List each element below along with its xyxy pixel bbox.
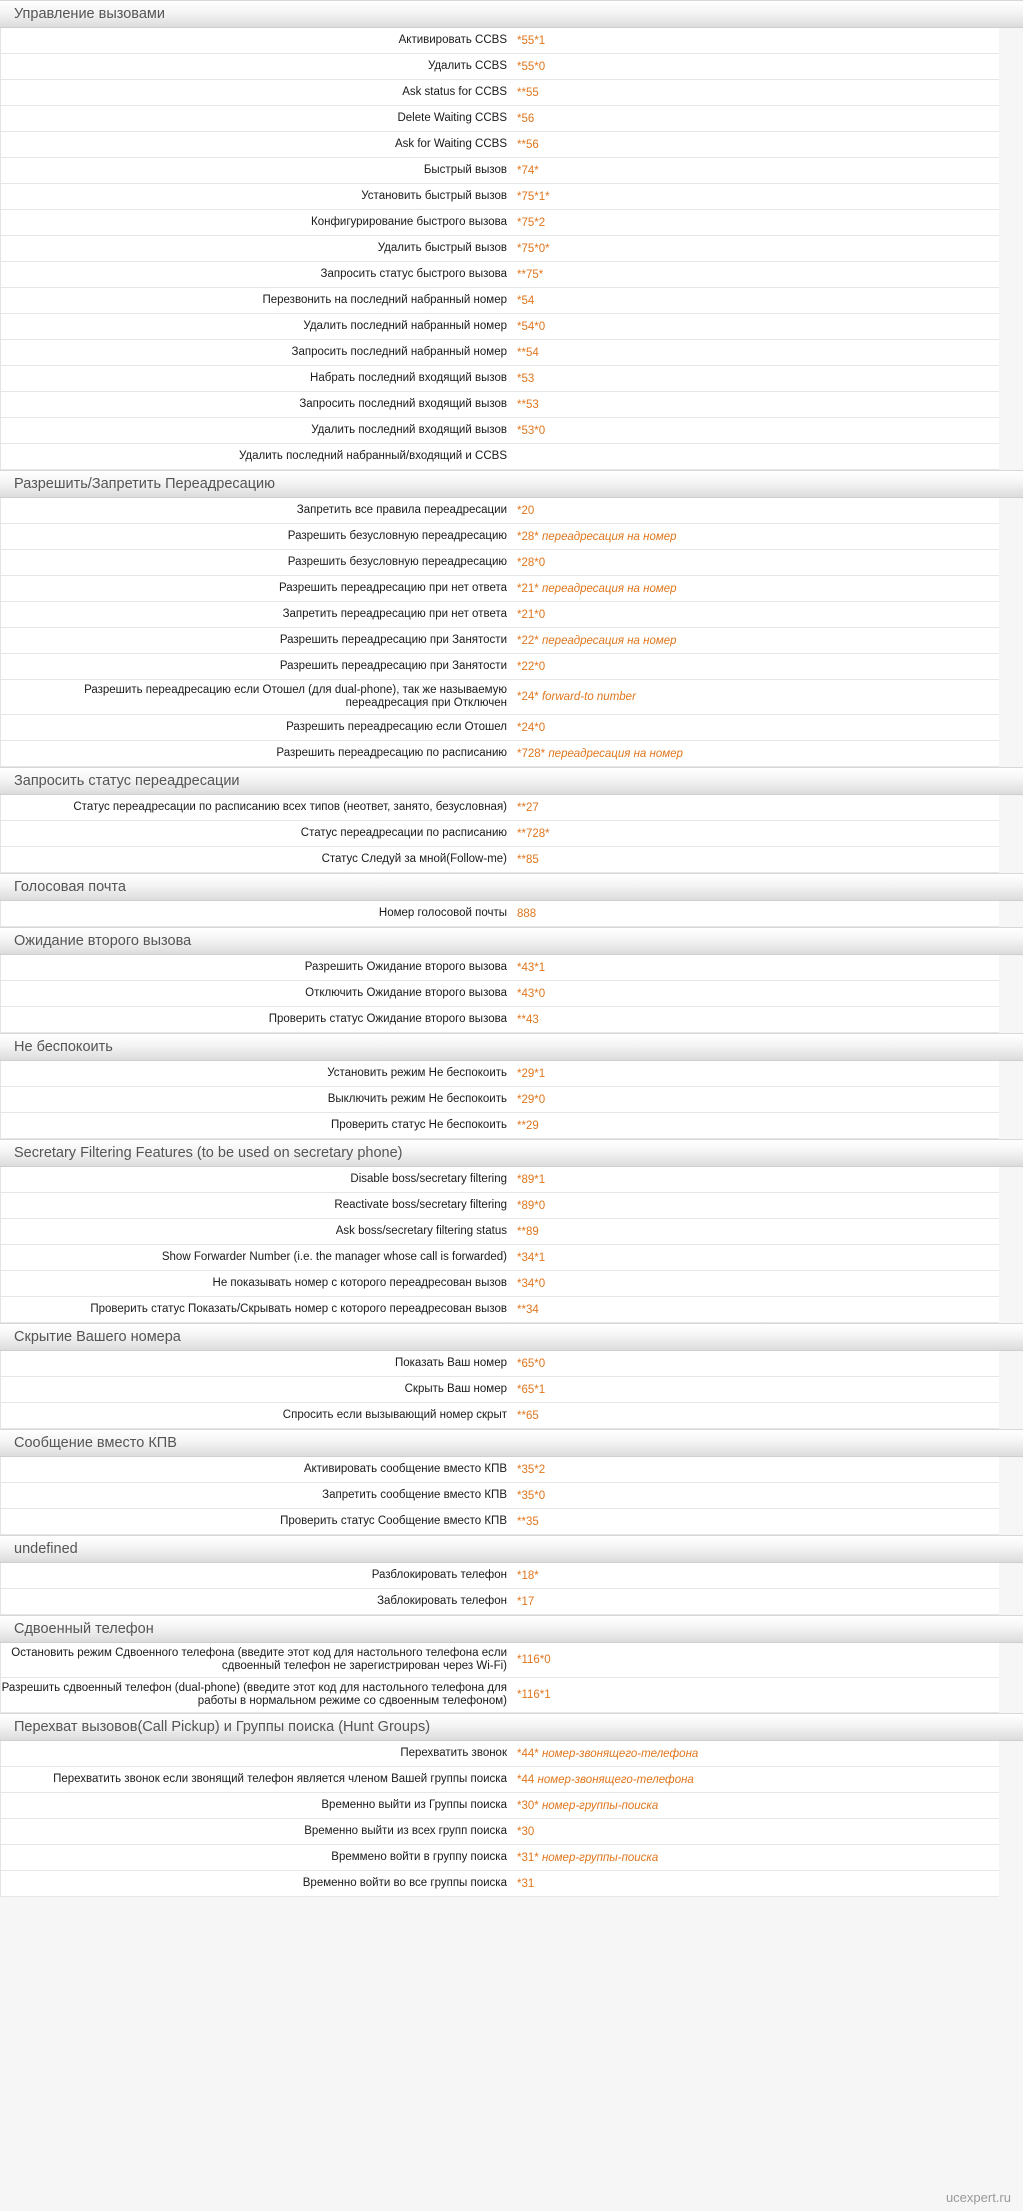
- feature-code: [513, 191, 999, 203]
- section-rows: [0, 1563, 999, 1615]
- code-row: [1, 184, 999, 210]
- feature-code: [513, 61, 999, 73]
- code-row: [1, 1767, 999, 1793]
- code-value: *28*0: [517, 556, 546, 569]
- section-rows: [0, 1167, 999, 1323]
- feature-code: [513, 1226, 999, 1238]
- code-row: [1, 262, 999, 288]
- code-parameter: forward-to number: [541, 691, 636, 703]
- feature-label: Удалить CCBS: [427, 60, 507, 72]
- code-row: [1, 1871, 999, 1897]
- code-parameter: переадресация на номер: [541, 582, 677, 595]
- feature-code: [513, 691, 999, 703]
- code-row: [1, 28, 999, 54]
- section-header: Ожидание второго вызова: [0, 927, 1023, 955]
- section-header: Запросить статус переадресации: [0, 767, 1023, 795]
- code-row: [1, 524, 999, 550]
- feature-label: Проверить статус Сообщение вместо КПВ: [280, 1515, 507, 1527]
- code-value: *54*0: [517, 320, 546, 333]
- section-header: Голосовая почта: [0, 873, 1023, 901]
- code-value: *31: [517, 1877, 535, 1890]
- feature-code: [513, 321, 999, 333]
- code-value: *75*0*: [517, 242, 550, 255]
- feature-label: Временно выйти из всех групп поиска: [304, 1825, 507, 1837]
- feature-code: [513, 908, 999, 920]
- feature-label: Времмено войти в группу поиска: [331, 1851, 507, 1863]
- code-row: [1, 821, 999, 847]
- code-value: *44*: [517, 1747, 539, 1760]
- section-rows: [0, 1741, 999, 1897]
- feature-label: Номер голосовой почты: [378, 907, 507, 919]
- code-value: *43*0: [517, 987, 546, 1000]
- code-value: *28*: [517, 530, 539, 543]
- feature-code: [513, 35, 999, 47]
- code-row: [1, 654, 999, 680]
- feature-code: [513, 295, 999, 307]
- code-row: [1, 901, 999, 927]
- feature-code: [513, 988, 999, 1000]
- feature-code: [513, 1570, 999, 1582]
- code-row: [1, 1351, 999, 1377]
- code-row: [1, 366, 999, 392]
- code-value: *21*: [517, 582, 539, 595]
- code-row: [1, 795, 999, 821]
- code-row: [1, 132, 999, 158]
- feature-label: Выключить режим Не беспокоить: [327, 1093, 507, 1105]
- feature-label: Показать Ваш номер: [394, 1357, 507, 1369]
- code-row: [1, 210, 999, 236]
- code-row: [1, 741, 999, 767]
- feature-label: Удалить последний набранный номер: [303, 320, 507, 332]
- feature-code: [513, 399, 999, 411]
- code-value: *89*1: [517, 1173, 546, 1186]
- code-row: [1, 1219, 999, 1245]
- code-parameter: номер-группы-поиска: [541, 1799, 659, 1812]
- code-row: [1, 1007, 999, 1033]
- code-row: [1, 1678, 999, 1713]
- code-row: [1, 314, 999, 340]
- feature-label: Проверить статус Не беспокоить: [330, 1119, 507, 1131]
- code-value: **53: [517, 398, 539, 411]
- code-value: **55: [517, 86, 539, 99]
- code-value: *116*1: [517, 1689, 551, 1701]
- section-rows: [0, 1351, 999, 1429]
- section-rows: [0, 1457, 999, 1535]
- section-rows: [0, 955, 999, 1033]
- feature-label: Разрешить переадресацию при Занятости: [279, 660, 507, 672]
- feature-label: Конфигурирование быстрого вызова: [311, 216, 507, 228]
- code-row: [1, 1403, 999, 1429]
- feature-label: Разрешить переадресацию при нет ответа: [278, 582, 507, 594]
- feature-code: [513, 1800, 999, 1812]
- code-value: **54: [517, 346, 539, 359]
- feature-label: Активировать сообщение вместо КПВ: [303, 1463, 507, 1475]
- feature-label: Перехватить звонок если звонящий телефон является членом Вашей группы поиска: [53, 1773, 507, 1785]
- code-value: **56: [517, 138, 539, 151]
- code-value: *29*0: [517, 1093, 546, 1106]
- feature-code: [513, 854, 999, 866]
- feature-label: Разрешить переадресацию если Отошел: [286, 721, 507, 733]
- code-value: *55*0: [517, 60, 546, 73]
- code-row: [1, 1245, 999, 1271]
- code-row: [1, 54, 999, 80]
- feature-code: [513, 425, 999, 437]
- feature-label: Запросить последний входящий вызов: [299, 398, 507, 410]
- feature-label: Разрешить Ожидание второго вызова: [304, 961, 507, 973]
- feature-code: [513, 347, 999, 359]
- code-value: **65: [517, 1409, 539, 1422]
- feature-label: Быстрый вызов: [423, 164, 507, 176]
- code-value: **728*: [517, 827, 550, 840]
- feature-label: Установить быстрый вызов: [361, 190, 507, 202]
- code-parameter: номер-группы-поиска: [541, 1851, 659, 1864]
- code-row: [1, 1793, 999, 1819]
- feature-label: Проверить статус Показать/Скрывать номер с которого переадресован вызов: [90, 1303, 507, 1315]
- feature-code: [513, 269, 999, 281]
- section-header: Secretary Filtering Features (to be used on secretary phone): [0, 1139, 1023, 1167]
- code-value: *17: [517, 1595, 535, 1608]
- feature-label: Отключить Ожидание второго вызова: [305, 987, 507, 999]
- code-row: [1, 1589, 999, 1615]
- feature-code: [513, 1689, 999, 1701]
- code-row: [1, 158, 999, 184]
- feature-label: Не показывать номер с которого переадресован вызов: [212, 1277, 507, 1289]
- code-parameter: переадресация на номер: [548, 747, 683, 760]
- code-row: [1, 680, 999, 715]
- code-row: [1, 1271, 999, 1297]
- section-header: Скрытие Вашего номера: [0, 1323, 1023, 1351]
- code-row: [1, 1377, 999, 1403]
- feature-label: Разрешить переадресацию если Отошел (для dual-phone), так же называемую переадресация при Отключен: [84, 684, 507, 709]
- code-value: *54: [517, 294, 535, 307]
- feature-code: [513, 1014, 999, 1026]
- code-value: *35*0: [517, 1489, 546, 1502]
- feature-code: [513, 1464, 999, 1476]
- code-row: [1, 80, 999, 106]
- feature-code: [513, 1278, 999, 1290]
- feature-code: [513, 748, 999, 760]
- code-row: [1, 498, 999, 524]
- section-header: Сдвоенный телефон: [0, 1615, 1023, 1643]
- feature-label: Набрать последний входящий вызов: [310, 372, 507, 384]
- code-value: *21*0: [517, 608, 546, 621]
- feature-code: [513, 661, 999, 673]
- feature-label: Запретить все правила переадресации: [296, 504, 507, 516]
- feature-code: [513, 1516, 999, 1528]
- feature-label: Временно выйти из Группы поиска: [321, 1799, 507, 1811]
- code-value: *35*2: [517, 1463, 546, 1476]
- code-value: *89*0: [517, 1199, 546, 1212]
- code-value: **89: [517, 1225, 539, 1238]
- code-value: *24*0: [517, 721, 546, 734]
- code-row: [1, 418, 999, 444]
- code-value: *75*1*: [517, 190, 550, 203]
- code-row: [1, 1061, 999, 1087]
- feature-label: Проверить статус Ожидание второго вызова: [268, 1013, 507, 1025]
- feature-code: [513, 1410, 999, 1422]
- code-row: [1, 981, 999, 1007]
- code-row: [1, 1113, 999, 1139]
- code-value: *65*1: [517, 1383, 546, 1396]
- code-value: *65*0: [517, 1357, 546, 1370]
- feature-label: Запросить последний набранный номер: [291, 346, 507, 358]
- feature-code: [513, 1774, 999, 1786]
- code-value: *55*1: [517, 34, 546, 47]
- section-header: Не беспокоить: [0, 1033, 1023, 1061]
- code-row: [1, 847, 999, 873]
- feature-label: Перезвонить на последний набранный номер: [262, 294, 507, 306]
- feature-code: [513, 217, 999, 229]
- feature-code: [513, 505, 999, 517]
- code-row: [1, 392, 999, 418]
- code-value: **43: [517, 1013, 539, 1026]
- section-header: Сообщение вместо КПВ: [0, 1429, 1023, 1457]
- feature-code: [513, 962, 999, 974]
- feature-label: Запретить переадресацию при нет ответа: [282, 608, 507, 620]
- code-row: [1, 576, 999, 602]
- feature-code: [513, 1826, 999, 1838]
- code-row: [1, 106, 999, 132]
- feature-label: Спросить если вызывающий номер скрыт: [282, 1409, 507, 1421]
- code-value: *53: [517, 372, 535, 385]
- feature-label: Скрыть Ваш номер: [404, 1383, 507, 1395]
- code-row: [1, 550, 999, 576]
- code-value: *29*1: [517, 1067, 546, 1080]
- code-row: [1, 1167, 999, 1193]
- section-rows: [0, 795, 999, 873]
- code-value: **35: [517, 1515, 539, 1528]
- feature-label: Разрешить переадресацию при Занятости: [279, 634, 507, 646]
- code-row: [1, 1819, 999, 1845]
- site-footer[interactable]: ucexpert.ru: [945, 2190, 1011, 2205]
- feature-code: [513, 1596, 999, 1608]
- code-value: *44: [517, 1773, 535, 1786]
- feature-code: [513, 557, 999, 569]
- code-row: [1, 602, 999, 628]
- code-value: *20: [517, 504, 535, 517]
- code-row: [1, 236, 999, 262]
- code-parameter: переадресация на номер: [541, 530, 677, 543]
- code-value: *43*1: [517, 961, 546, 974]
- code-row: [1, 1845, 999, 1871]
- code-row: [1, 628, 999, 654]
- feature-label: Заблокировать телефон: [377, 1595, 507, 1607]
- code-row: [1, 1509, 999, 1535]
- code-row: [1, 444, 999, 470]
- code-row: [1, 1193, 999, 1219]
- feature-label: Перехватить звонок: [400, 1747, 507, 1759]
- code-value: *56: [517, 112, 535, 125]
- code-row: [1, 955, 999, 981]
- feature-label: Запросить статус быстрого вызова: [320, 268, 507, 280]
- code-row: [1, 340, 999, 366]
- feature-code: [513, 1068, 999, 1080]
- code-value: *34*0: [517, 1277, 546, 1290]
- feature-code: [513, 243, 999, 255]
- code-value: *18*: [517, 1569, 539, 1582]
- feature-label: Разблокировать телефон: [371, 1569, 507, 1581]
- feature-code: [513, 1174, 999, 1186]
- code-row: [1, 1741, 999, 1767]
- feature-label: Delete Waiting CCBS: [397, 112, 507, 124]
- feature-code: [513, 609, 999, 621]
- code-row: [1, 1483, 999, 1509]
- feature-code: [513, 1490, 999, 1502]
- feature-label: Запретить сообщение вместо КПВ: [322, 1489, 507, 1501]
- feature-code: [513, 1748, 999, 1760]
- feature-label: Разрешить сдвоенный телефон (dual-phone) (введите этот код для настольного телефона для работы в нормальном режиме со сдвоенным телефоном): [1, 1682, 507, 1707]
- feature-code: [513, 635, 999, 647]
- code-value: *53*0: [517, 424, 546, 437]
- feature-code: [513, 139, 999, 151]
- feature-label: Ask boss/secretary filtering status: [335, 1225, 507, 1237]
- feature-code: [513, 802, 999, 814]
- section-rows: [0, 28, 999, 470]
- code-row: [1, 288, 999, 314]
- feature-code: [513, 1358, 999, 1370]
- feature-label: Установить режим Не беспокоить: [327, 1067, 507, 1079]
- feature-label: Удалить последний набранный/входящий и CCBS: [238, 450, 507, 462]
- feature-code: [513, 1094, 999, 1106]
- feature-label: Разрешить безусловную переадресацию: [287, 530, 507, 542]
- code-value: **34: [517, 1303, 539, 1316]
- feature-label: Разрешить переадресацию по расписанию: [276, 747, 507, 759]
- feature-code: [513, 722, 999, 734]
- feature-label: Статус переадресации по расписанию: [300, 827, 507, 839]
- feature-code: [513, 1878, 999, 1890]
- code-value: *34*1: [517, 1251, 546, 1264]
- feature-label: Статус Следуй за мной(Follow-me): [321, 853, 507, 865]
- section-rows: [0, 1061, 999, 1139]
- feature-code: [513, 531, 999, 543]
- feature-code: [513, 1200, 999, 1212]
- code-value: *30: [517, 1825, 535, 1838]
- code-value: *116*0: [517, 1654, 551, 1666]
- code-value: *31*: [517, 1851, 539, 1864]
- feature-label: Reactivate boss/secretary filtering: [334, 1199, 507, 1211]
- feature-code: [513, 1120, 999, 1132]
- code-value: *24*: [517, 691, 539, 703]
- section-header: Управление вызовами: [0, 0, 1023, 28]
- code-value: *728*: [517, 747, 546, 760]
- feature-label: Ask for Waiting CCBS: [394, 138, 507, 150]
- code-row: [1, 1643, 999, 1678]
- code-value: *74*: [517, 164, 539, 177]
- code-value: **75*: [517, 268, 544, 281]
- code-value: *22*0: [517, 660, 546, 673]
- code-row: [1, 1297, 999, 1323]
- feature-code: [513, 828, 999, 840]
- code-row: [1, 1087, 999, 1113]
- code-row: [1, 715, 999, 741]
- feature-label: Остановить режим Сдвоенного телефона (введите этот код для настольного телефона если сдвоенный телефон не зарегистрирован через Wi-Fi): [11, 1647, 507, 1672]
- feature-label: Disable boss/secretary filtering: [350, 1173, 507, 1185]
- feature-label: Удалить последний входящий вызов: [311, 424, 507, 436]
- code-parameter: переадресация на номер: [541, 634, 677, 647]
- code-parameter: номер-звонящего-телефона: [537, 1773, 694, 1786]
- code-value: **29: [517, 1119, 539, 1132]
- code-value: *22*: [517, 634, 539, 647]
- feature-label: Удалить быстрый вызов: [377, 242, 507, 254]
- feature-code: [513, 373, 999, 385]
- feature-label: Разрешить безусловную переадресацию: [287, 556, 507, 568]
- code-value: **85: [517, 853, 539, 866]
- section-header: undefined: [0, 1535, 1023, 1563]
- feature-code: [513, 1384, 999, 1396]
- feature-code: [513, 1654, 999, 1666]
- section-header: Разрешить/Запретить Переадресацию: [0, 470, 1023, 498]
- feature-label: Show Forwarder Number (i.e. the manager whose call is forwarded): [161, 1251, 507, 1263]
- feature-code: [513, 1852, 999, 1864]
- feature-code: [513, 1304, 999, 1316]
- feature-code: [513, 113, 999, 125]
- code-parameter: номер-звонящего-телефона: [541, 1747, 699, 1760]
- feature-label: Активировать CCBS: [398, 34, 507, 46]
- feature-code: [513, 87, 999, 99]
- code-value: *30*: [517, 1799, 539, 1812]
- section-header: Перехват вызовов(Call Pickup) и Группы поиска (Hunt Groups): [0, 1713, 1023, 1741]
- feature-code: [513, 583, 999, 595]
- section-rows: [0, 901, 999, 927]
- code-value: *75*2: [517, 216, 546, 229]
- feature-code: [513, 165, 999, 177]
- feature-label: Временно войти во все группы поиска: [302, 1877, 507, 1889]
- feature-code: [513, 1252, 999, 1264]
- code-row: [1, 1563, 999, 1589]
- feature-label: Статус переадресации по расписанию всех типов (неответ, занято, безусловная): [73, 801, 507, 813]
- section-rows: [0, 1643, 999, 1713]
- code-row: [1, 1457, 999, 1483]
- code-value: **27: [517, 801, 539, 814]
- section-rows: [0, 498, 999, 767]
- code-value: 888: [517, 907, 537, 920]
- feature-label: Ask status for CCBS: [402, 86, 507, 98]
